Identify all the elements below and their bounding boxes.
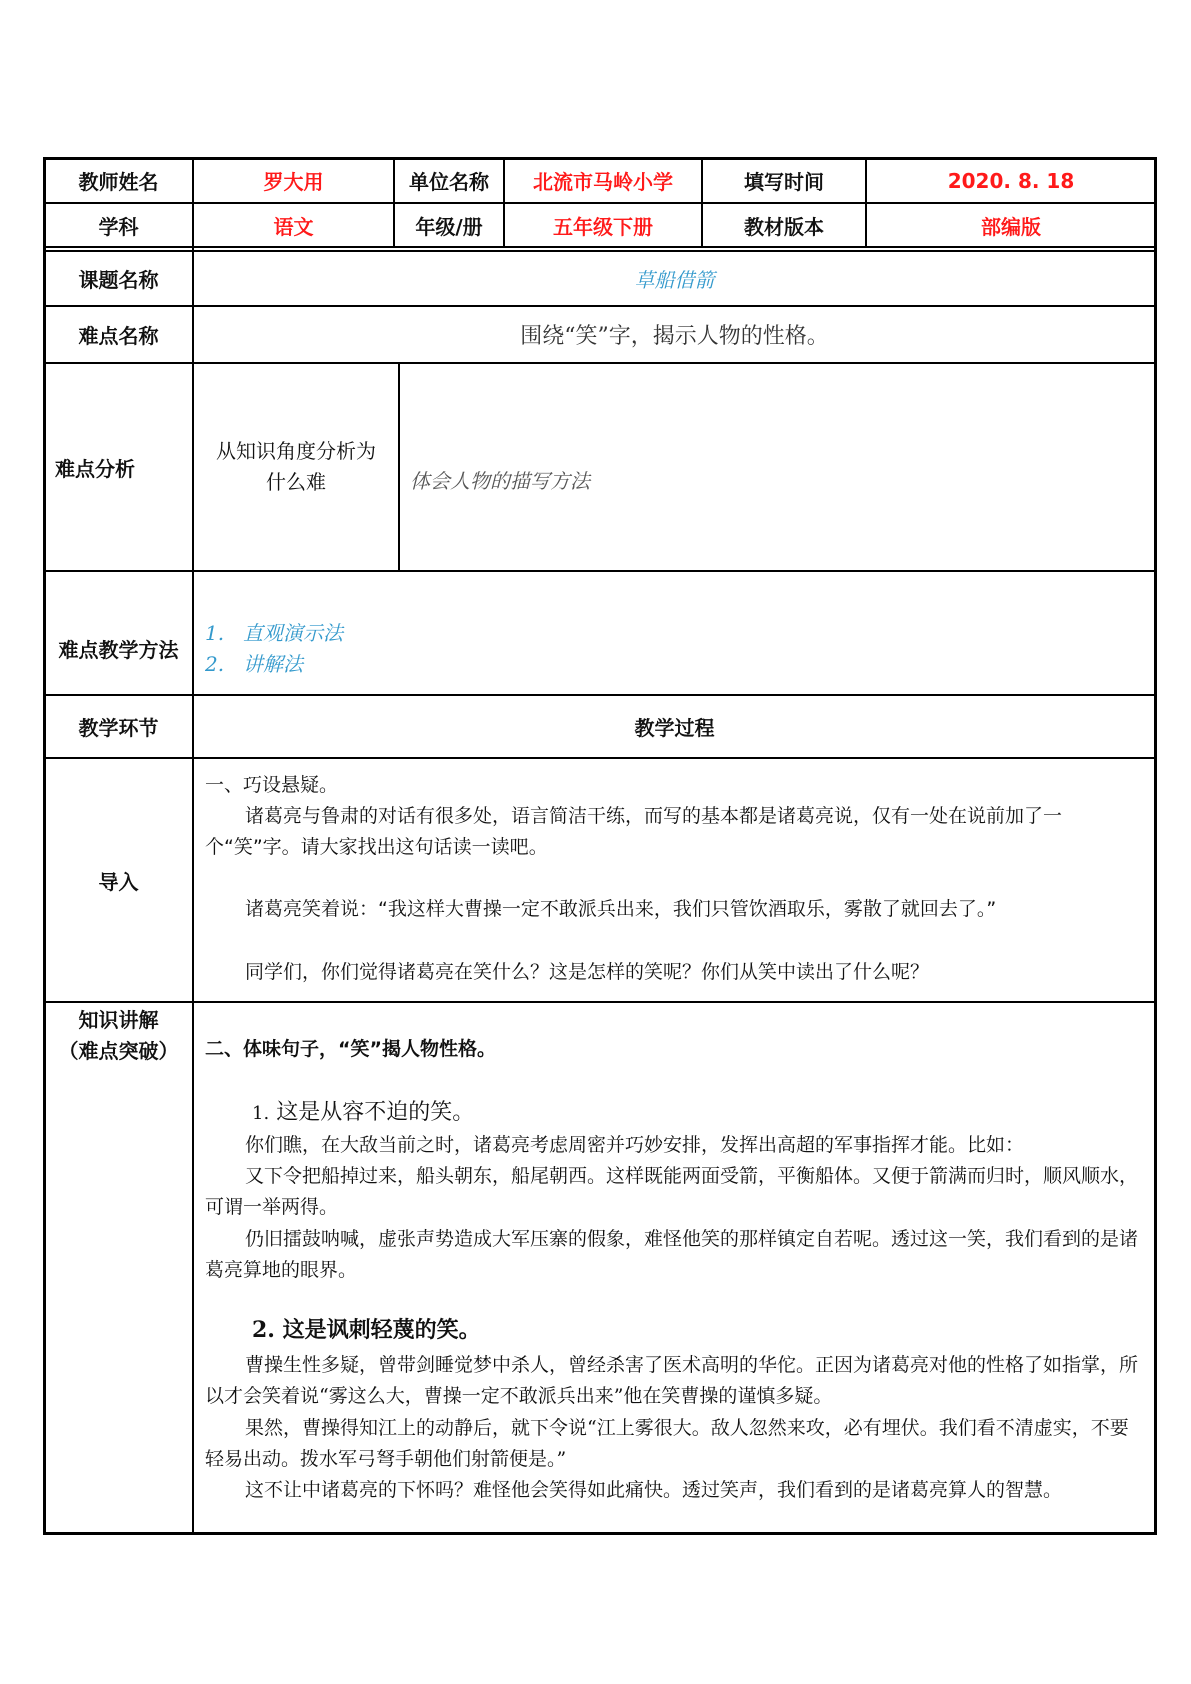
intro-paragraph-3: 同学们，你们觉得诸葛亮在笑什么？这是怎样的笑呢？你们从笑中读出了什么呢？ (245, 961, 930, 983)
row-divider (43, 757, 1157, 759)
row-divider (43, 1001, 1157, 1003)
row-divider (43, 246, 1157, 248)
teacher-name-label: 教师姓名 (78, 170, 159, 194)
teacher-name-value: 罗大用 (263, 170, 324, 194)
section-1-title (252, 1097, 1132, 1129)
section-1-paragraph-3: 仍旧擂鼓呐喊，虚张声势造成大军压寨的假象，难怪他笑的那样镇定自若呢。透过这一笑，我们看到的是诸葛亮算地的眼界。 (205, 1228, 1139, 1281)
edition-label: 教材版本 (744, 214, 824, 239)
grade-label: 年级/册 (415, 214, 483, 239)
method-item-number: 1. (205, 621, 225, 645)
topic-label: 课题名称 (78, 268, 159, 292)
intro-heading: 一、巧设悬疑。 (205, 774, 339, 796)
knowledge-label-line-2: （难点突破） (58, 1039, 179, 1063)
grade-value: 五年级下册 (553, 214, 653, 239)
topic-value: 草船借箭 (634, 268, 715, 292)
difficulty-value: 围绕“笑”字，揭示人物的性格。 (520, 324, 829, 349)
analysis-sub-label-line-1: 从知识角度分析为 (216, 439, 376, 463)
unit-name-label: 单位名称 (409, 170, 489, 194)
method-item-number: 2. (205, 652, 225, 676)
row-divider (43, 570, 1157, 572)
subject-value: 语文 (273, 214, 314, 239)
analysis-label: 难点分析 (55, 456, 135, 481)
method-item-text: 讲解法 (243, 652, 303, 676)
analysis-sub-label-line-2: 什么难 (266, 470, 326, 494)
method-list (205, 618, 1105, 680)
section-2-paragraph-3: 这不让中诸葛亮的下怀吗？难怪他会笑得如此痛快。透过笑声，我们看到的是诸葛亮算人的智慧。 (245, 1479, 1063, 1501)
knowledge-label-line-1: 知识讲解 (78, 1008, 159, 1032)
section-1-paragraph-1: 你们瞧，在大敌当前之时，诸葛亮考虑周密并巧妙安排，发挥出高超的军事指挥才能。比如： (245, 1134, 1025, 1156)
method-item (205, 649, 1105, 680)
section-2-paragraph-2: 果然，曹操得知江上的动静后，就下令说“江上雾很大。敌人忽然来攻，必有埋伏。我们看不清虚实，不要轻易出动。拨水军弓弩手朝他们射箭便是。” (205, 1417, 1129, 1470)
method-item-text: 直观演示法 (243, 621, 343, 645)
section-1-number: 1. (252, 1103, 270, 1124)
process-label: 教学过程 (634, 716, 715, 740)
section-1-paragraph-2: 又下令把船掉过来，船头朝东，船尾朝西。这样既能两面受箭，平衡船体。又便于箭满而归时，顺风顺水，可谓一举两得。 (205, 1165, 1139, 1218)
fill-date-label: 填写时间 (744, 170, 824, 194)
subject-label: 学科 (98, 214, 139, 239)
difficulty-label: 难点名称 (78, 324, 159, 348)
fill-date-value: 2020. 8. 18 (947, 168, 1075, 193)
section-2-paragraph-1: 曹操生性多疑，曾带剑睡觉梦中杀人，曾经杀害了医术高明的华佗。正因为诸葛亮对他的性格了如指掌，所以才会笑着说“雾这么大，曹操一定不敢派兵出来”他在笑曹操的谨慎多疑。 (205, 1354, 1139, 1407)
knowledge-heading: 二、体味句子，“笑”揭人物性格。 (205, 1038, 496, 1060)
analysis-sub-label (194, 364, 398, 570)
unit-name-value: 北流市马岭小学 (533, 170, 673, 194)
intro-paragraph-1: 诸葛亮与鲁肃的对话有很多处，语言简洁干练，而写的基本都是诸葛亮说，仅有一处在说前加了一个“笑”字。请大家找出这句话读一读吧。 (205, 805, 1063, 858)
edition-value: 部编版 (981, 214, 1041, 239)
phase-label: 教学环节 (78, 716, 159, 740)
section-2-title: 2. 这是讽刺轻蔑的笑。 (252, 1317, 481, 1343)
section-1-title-text: 这是从容不迫的笑。 (276, 1100, 475, 1125)
analysis-value: 体会人物的描写方法 (410, 468, 590, 493)
method-item (205, 618, 1105, 649)
intro-paragraph-2: 诸葛亮笑着说：“我这样大曹操一定不敢派兵出来，我们只管饮酒取乐，雾散了就回去了。” (245, 898, 997, 920)
method-label: 难点教学方法 (58, 637, 179, 662)
knowledge-label (45, 1005, 192, 1067)
intro-label: 导入 (98, 869, 139, 894)
